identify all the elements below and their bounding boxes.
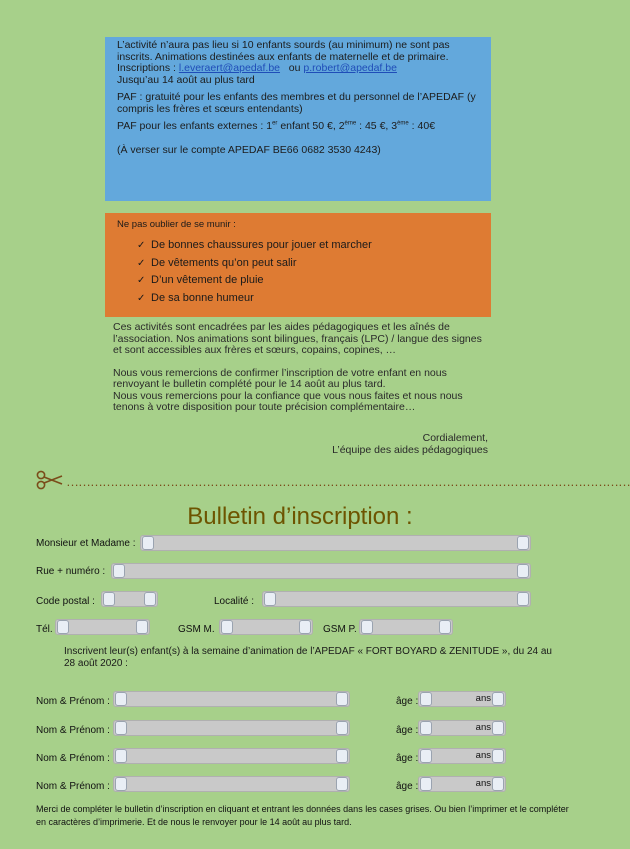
check-icon: ✓ xyxy=(137,257,146,269)
child-age-field[interactable]: ans xyxy=(418,748,506,764)
tel-label: Tél. xyxy=(36,624,53,635)
info-intro: L’activité n’aura pas lieu si 10 enfants sourds (au minimum) ne sont pas inscrits. Animations destinées aux enfants de maternelle et de primaire. xyxy=(117,39,450,63)
gsm-p-field[interactable] xyxy=(359,619,453,635)
postcode-field[interactable] xyxy=(101,591,158,607)
child-name-label: Nom & Prénom : xyxy=(36,781,110,792)
dotted-line: …………………………………………………………………………………………………………………………… xyxy=(66,474,630,489)
child-name-field[interactable] xyxy=(113,720,350,736)
parents-field[interactable] xyxy=(140,535,531,551)
paf-members: PAF : gratuité pour les enfants des membres et du personnel de l’APEDAF (y compris les frères et sœurs entendants) xyxy=(117,91,476,115)
list-item: ✓ De bonnes chaussures pour jouer et marcher xyxy=(137,237,479,255)
paragraph: Nous vous remercions pour la confiance que vous nous faites et nous nous tenons à votre disposition pour toute précision complémentaire… xyxy=(113,389,463,413)
cut-line xyxy=(36,470,630,492)
info-box xyxy=(105,37,491,201)
check-icon: ✓ xyxy=(137,292,146,304)
city-field[interactable] xyxy=(262,591,531,607)
child-age-field[interactable]: ans xyxy=(418,720,506,736)
street-label: Rue + numéro : xyxy=(36,566,106,577)
child-name-field[interactable] xyxy=(113,776,350,792)
inscriptions-line: Inscriptions : l.everaert@apedaf.be ou p.robert@apedaf.be xyxy=(117,62,397,74)
email-link-2[interactable]: p.robert@apedaf.be xyxy=(303,62,397,74)
deadline-text: Jusqu’au 14 août au plus tard xyxy=(117,73,255,86)
checklist xyxy=(117,237,479,307)
scissors-icon xyxy=(36,470,64,490)
postcode-label: Code postal : xyxy=(36,596,95,607)
form-instructions: Merci de compléter le bulletin d’inscription en cliquant et entrant les données dans les cases grises. Ou bien l’imprimer et le compléter en caractères d’imprimerie. Et de nous le renvoyer pour le 14 août au plus tard. xyxy=(36,804,569,827)
closing: Cordialement, L’équipe des aides pédagogiques xyxy=(332,432,488,456)
child-name-label: Nom & Prénom : xyxy=(36,725,110,736)
street-field[interactable] xyxy=(111,563,531,579)
city-label: Localité : xyxy=(214,596,255,607)
gsm-m-label: GSM M. xyxy=(178,624,215,635)
check-icon: ✓ xyxy=(137,275,146,286)
child-age-field[interactable]: ans xyxy=(418,691,506,707)
child-name-label: Nom & Prénom : xyxy=(36,696,110,707)
form-title: Bulletin d’inscription : xyxy=(187,503,413,530)
child-age-label: âge : xyxy=(396,753,419,764)
checklist-box xyxy=(105,213,491,317)
child-name-label: Nom & Prénom : xyxy=(36,753,110,764)
child-age-label: âge : xyxy=(396,781,419,792)
child-age-field[interactable]: ans xyxy=(418,776,506,792)
list-item: ✓ De vêtements qu’on peut salir xyxy=(137,255,479,273)
email-link-1[interactable]: l.everaert@apedaf.be xyxy=(178,62,281,74)
paragraph: Ces activités sont encadrées par les aides pédagogiques et les aînés de l’association. Nos animations sont bilingues, français (LPC) / langue des signes et sont accessibles aux frères et sœurs, copains, copines, … xyxy=(113,321,482,356)
list-item: ✓ De sa bonne humeur xyxy=(137,290,479,308)
account-number: (À verser sur le compte APEDAF BE66 0682 3530 4243) xyxy=(117,143,381,156)
gsm-p-label: GSM P. xyxy=(323,624,357,635)
child-age-label: âge : xyxy=(396,725,419,736)
checklist-heading: Ne pas oublier de se munir : xyxy=(117,219,236,230)
paf-external: PAF pour les enfants externes : 1er enfant 50 €, 2ème : 45 €, 3ème : 40€ xyxy=(117,120,436,132)
parents-label: Monsieur et Madame : xyxy=(36,538,136,549)
child-name-field[interactable] xyxy=(113,691,350,707)
tel-field[interactable] xyxy=(55,619,150,635)
child-age-label: âge : xyxy=(396,696,419,707)
child-name-field[interactable] xyxy=(113,748,350,764)
gsm-m-field[interactable] xyxy=(219,619,313,635)
paragraph: Nous vous remercions de confirmer l’inscription de votre enfant en nous renvoyant le bulletin complété pour le 14 août au plus tard. xyxy=(113,366,447,390)
registration-intro: Inscrivent leur(s) enfant(s) à la semaine d’animation de l’APEDAF « FORT BOYARD & ZENITUDE », du 24 au 28 août 2020 : xyxy=(64,646,552,669)
check-icon: ✓ xyxy=(137,240,146,251)
list-item: ✓ D’un vêtement de pluie xyxy=(137,272,479,290)
body-text xyxy=(113,322,493,414)
